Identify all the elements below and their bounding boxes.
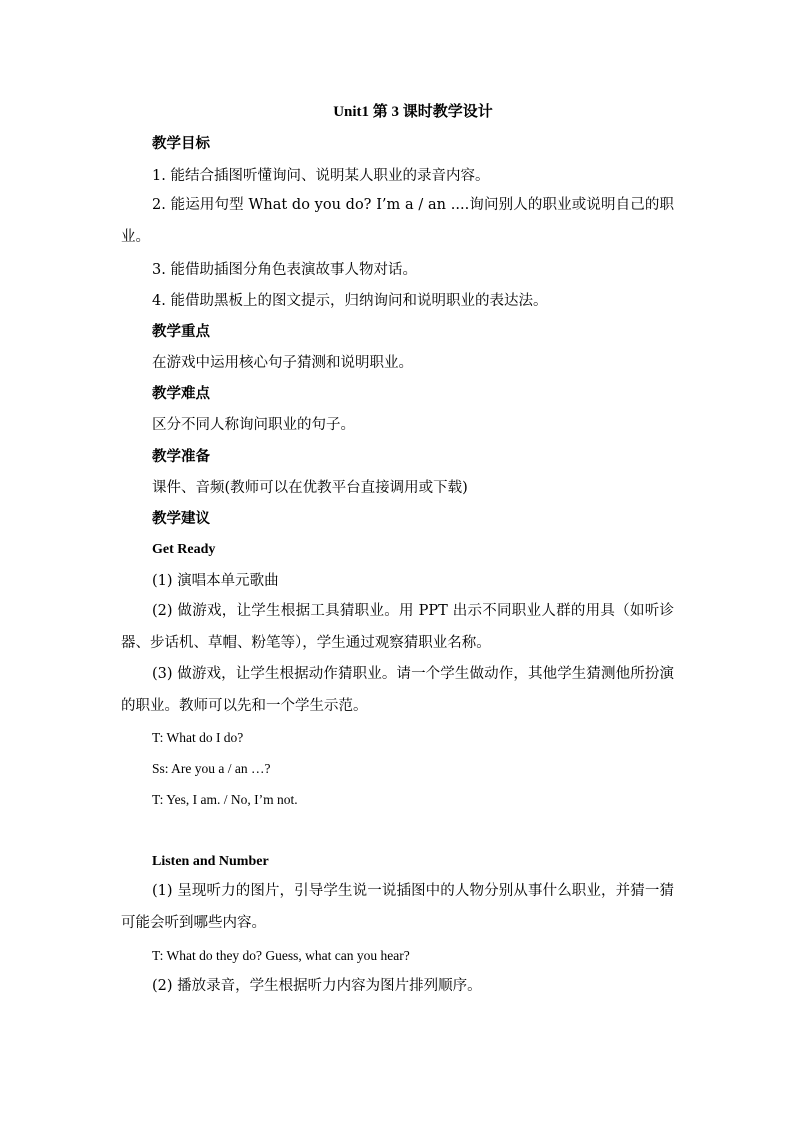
key-points-heading: 教学重点	[152, 323, 210, 340]
goal-item-4: 4. 能借助黑板上的图文提示，归纳询问和说明职业的表达法。	[152, 293, 548, 309]
get-ready-heading: Get Ready	[152, 542, 216, 557]
listen-step-1: (1) 呈现听力的图片，引导学生说一说插图中的人物分别从事什么职业，并猜一猜可能会听到哪些内容。	[121, 883, 674, 931]
get-ready-step-3: (3) 做游戏，让学生根据动作猜职业。请一个学生做动作，其他学生猜测他所扮演的职业。教师可以先和一个学生示范。	[121, 666, 674, 714]
listen-and-number-heading: Listen and Number	[152, 854, 269, 869]
dialog-line-2: Ss: Are you a / an …?	[152, 761, 271, 776]
suggestions-heading: 教学建议	[152, 510, 210, 527]
goals-heading: 教学目标	[152, 135, 210, 152]
dialog-line-3: T: Yes, I am. / No, I’m not.	[152, 792, 298, 807]
document-title: Unit1 第 3 课时教学设计	[333, 104, 493, 120]
listen-step-2: (2) 播放录音，学生根据听力内容为图片排列顺序。	[152, 978, 482, 994]
goal-item-1: 1. 能结合插图听懂询问、说明某人职业的录音内容。	[152, 168, 490, 184]
goal-item-2: 2. 能运用句型 What do you do? I’m a / an ....询问别人的职业或说明自己的职业。	[121, 197, 674, 245]
difficulties-text: 区分不同人称询问职业的句子。	[152, 417, 355, 433]
key-points-text: 在游戏中运用核心句子猜测和说明职业。	[152, 355, 413, 371]
listen-dialog-line: T: What do they do? Guess, what can you hear?	[152, 948, 410, 963]
get-ready-step-2: (2) 做游戏，让学生根据工具猜职业。用 PPT 出示不同职业人群的用具（如听诊器、步话机、草帽、粉笔等），学生通过观察猜职业名称。	[121, 603, 674, 651]
dialog-line-1: T: What do I do?	[152, 730, 244, 745]
difficulties-heading: 教学难点	[152, 385, 210, 402]
preparation-text: 课件、音频(教师可以在优教平台直接调用或下载)	[152, 480, 468, 496]
goal-item-3: 3. 能借助插图分角色表演故事人物对话。	[152, 262, 417, 278]
preparation-heading: 教学准备	[152, 448, 210, 465]
get-ready-step-1: (1) 演唱本单元歌曲	[152, 573, 279, 589]
